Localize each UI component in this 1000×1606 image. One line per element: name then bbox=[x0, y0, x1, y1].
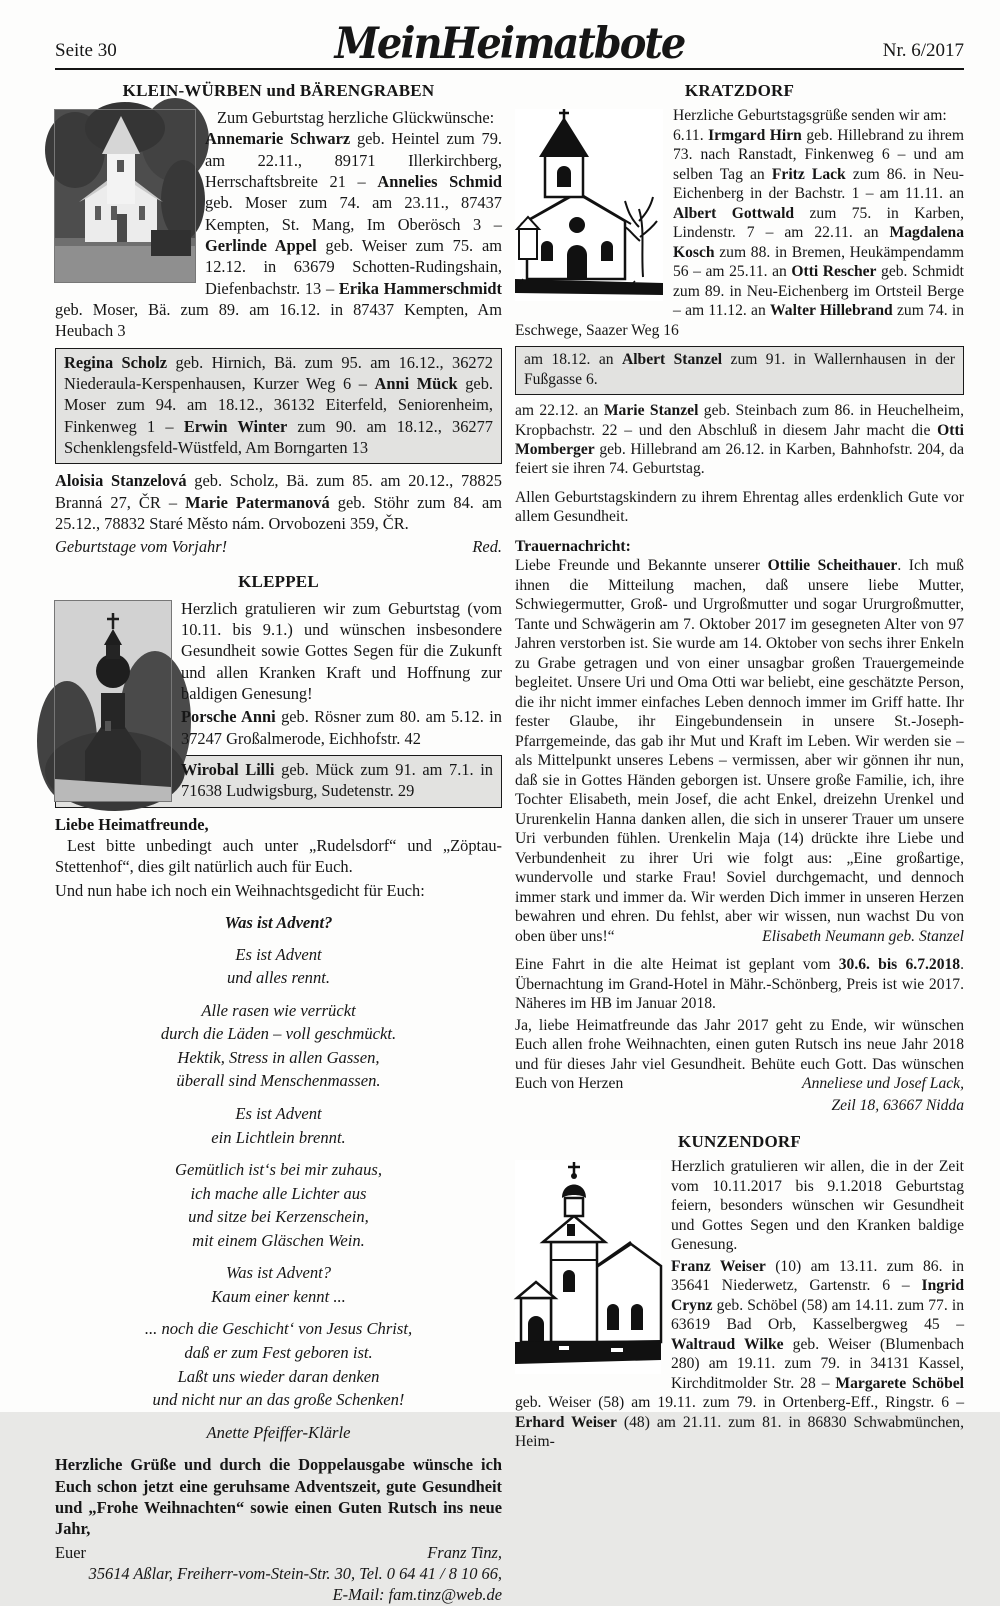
right-column bbox=[515, 78, 964, 1606]
kratzdorf-birthday-text: Herzliche Geburtstagsgrüße senden wir am: 6.11. Irmgard Hirn geb. Hillebrand zu ihrem 73. nach Ranstadt, Finkenweg 6 – und am selben Tag an Fritz Lack zum 86. in Neu-Eichenberg in der Bachstr. 1 – am 11.11. an Albert Gottwald zum 75. in Karben, Lindenstr. 7 – am 22.11. an Magdalena Kosch zum 88. in Bremen, Heukämpendamm 56 – am 25.11. an Otti Rescher geb. Schmidt zum 89. in Neu-Eichenberg im Ortsteil Berge – am 11.12. an Walter Hillebrand zum 74. in Eschwege, Saazer Weg 16 bbox=[515, 107, 965, 339]
closing-greeting-text: Herzliche Grüße und durch die Doppelausgabe wünsche ich Euch schon jetzt eine geruhsame Adventszeit, gute Gesundheit und „Frohe Weihnachten“ sowie einen Guten Rutsch ins neue Jahr, bbox=[55, 1455, 502, 1539]
lack-address: Zeil 18, 63667 Nidda bbox=[831, 1096, 964, 1114]
trip-announcement-text: Eine Fahrt in die alte Heimat ist geplant vom 30.6. bis 6.7.2018. Übernachtung im Grand-Hotel in Mähr.-Schönberg, Preis ist wie 2017. Näheres im HB im Januar 2018. bbox=[515, 956, 964, 1013]
year-end-greeting-text: Ja, liebe Heimatfreunde das Jahr 2017 geht zu Ende, wir wünschen Euch allen frohe Weihnachten, einen guten Rutsch ins neue Jahr 2018 und für dieses Jahr viel Gesundheit. Behüte euch Gott. Das wünschen Euch von Herzen Anneliese und Josef Lack, bbox=[515, 1016, 964, 1093]
poem-stanza: Es ist Advent und alles rennt. bbox=[226, 944, 331, 988]
heimatfreunde-text: Lest bitte unbedingt auch unter „Rudelsdorf“ und „Zöptau-Stettenhof“, dies gilt natürlich auch für Euch. bbox=[55, 836, 502, 877]
previous-year-note: Geburtstage vom Vorjahr! bbox=[55, 537, 228, 557]
left-column bbox=[55, 78, 502, 1606]
poem-author: Anette Pfeiffer-Klärle bbox=[206, 1422, 351, 1442]
kratzdorf-boxed-entry: am 18.12. an Albert Stanzel zum 91. in Wallernhausen in der Fußgasse 6. bbox=[515, 346, 964, 395]
closing-signer: Franz Tinz, bbox=[427, 1542, 502, 1562]
editor-signature: Red. bbox=[472, 537, 502, 557]
poem-stanza: Was ist Advent? Kaum einer kennt ... bbox=[211, 1263, 346, 1306]
kleppel-intro-text: Herzlich gratulieren wir zum Geburtstag (vom 10.11. bis 9.1.) und wünschen insbesondere Gesundheit sowie Gottes Segen für die Zukunft und allen Kranken Kraft und Hoffnung zur baldigen Genesung! bbox=[181, 598, 502, 704]
poem-title: Was ist Advent? bbox=[224, 913, 333, 933]
poem-stanza: Alle rasen wie verrückt durch die Läden – voll geschmückt. Hektik, Stress in allen Gassen, überall sind Menschenmassen. bbox=[160, 1000, 397, 1091]
church-tower-photo-graphic bbox=[55, 601, 171, 801]
issue-number: Nr. 6/2017 bbox=[882, 40, 964, 61]
klein-wuerben-church-photo bbox=[55, 110, 195, 282]
church-photo-graphic bbox=[55, 110, 195, 282]
poem-intro-line: Und nun habe ich noch ein Weihnachtsgedicht für Euch: bbox=[55, 880, 425, 900]
heimatfreunde-heading: Liebe Heimatfreunde, bbox=[55, 814, 209, 834]
page-header bbox=[55, 18, 964, 70]
kunzendorf-birthday-text: Franz Weiser (10) am 13.11. zum 86. in 35641 Niederwetz, Gartenstr. 6 – Ingrid Crynz geb. Schöbel (58) am 14.11. zum 77. in 63619 Bad Orb, Kasselbergweg 45 – Waltraud Wilke geb. Weiser (Blumenbach 280) am 19.11. zum 79. in 34131 Kassel, Kirchditmolder Str. 28 – Margarete Schöbel geb. Weiser (58) am 19.11. zum 79. in Ortenberg-Eff., Ringstr. 6 – Erhard Weiser (48) am 21.11. zum 81. in 86830 Schwabmünchen, Heim- bbox=[515, 1257, 965, 1451]
kratzdorf-wishes-text: Allen Geburtstagskindern zu ihrem Ehrentag alles erdenklich Gute vor allem Gesundheit. bbox=[515, 488, 964, 526]
church-line-drawing bbox=[515, 109, 663, 301]
page-number: Seite 30 bbox=[55, 40, 117, 61]
poem-stanza: Es ist Advent ein Lichtlein brennt. bbox=[211, 1103, 346, 1147]
section-heading-kleppel: KLEPPEL bbox=[238, 571, 319, 591]
closing-signature-line bbox=[55, 1542, 502, 1563]
kratzdorf-church-drawing bbox=[515, 109, 663, 301]
closing-email: E-Mail: fam.tinz@web.de bbox=[332, 1585, 502, 1605]
kleppel-boxed-entry: Wirobal Lilli geb. Mück zum 91. am 7.1. in 71638 Ludwigsburg, Sudetenstr. 29 bbox=[55, 755, 502, 808]
poem-stanza: Gemütlich ist‘s bei mir zuhaus, ich mache alle Lichter aus und sitze bei Kerzenschein, mit einem Gläschen Wein. bbox=[175, 1160, 382, 1250]
masthead-title: MeinHeimatbote bbox=[334, 18, 685, 69]
advent-poem bbox=[55, 911, 502, 1444]
poem-stanza: ... noch die Geschicht‘ von Jesus Christ, daß er zum Fest geboren ist. Laßt uns wieder daran denken und nicht nur an das große Schenken! bbox=[144, 1319, 413, 1410]
kleppel-church-photo bbox=[55, 601, 171, 801]
baroque-church-line-drawing bbox=[515, 1160, 661, 1374]
section-heading-kunzendorf: KUNZENDORF bbox=[678, 1131, 801, 1151]
section-heading-kratzdorf: KRATZDORF bbox=[684, 81, 795, 100]
klein-wuerben-previous-year-text: Aloisia Stanzelová geb. Scholz, Bä. zum 85. am 20.12., 78825 Branná 27, ČR – Marie Patermanová geb. Stöhr zum 84. am 25.12., 78832 Staré Město nám. Orvobozeni 359, ČR. bbox=[55, 471, 502, 533]
kunzendorf-church-drawing bbox=[515, 1160, 661, 1374]
closing-euer: Euer bbox=[55, 1542, 86, 1562]
obituary-text: Liebe Freunde und Bekannte unserer Ottilie Scheithauer. Ich muß ihnen die Mitteilung machen, daß unsere liebe Mutter, Schwiegermutter, Groß- und Urgroßmutter und sogar Ururgroßmutter, Tante und Schwägerin am 7. Oktober 2017 im gesegneten Alter von 97 Jahren verstorben ist. Sie wurde am 14. Oktober von sechs ihrer Enkeln zu Grabe getragen und von einer unsagbar großen Trauergemeinde begleitet. Unsere Uri und Oma Otti war beliebt, eine geschätzte Person, die ihr nicht immer einfaches Leben dennoch immer im Griff hatte. Ihr fester Glaube, ihr Eingebundensein in unsere St.-Joseph-Pfarrgemeinde, das gab ihr Mut und Kraft im Leben. Wir werden sie – als Mittelpunkt unseres Lebens – vermissen, aber wir gönnen ihr nun, daß sie in Gottes Händen geborgen ist. Unsere große Familie, ich, ihre Tochter Elisabeth, mein Josef, die acht Enkel, dreizehn Urenkel und Ururenkelin Hanna danken allen, die sich in unserer Trauer um unsere Uri verbunden fühlen. Urenkelin Maja (14) drückte ihre Liebe und Verbundenheit zu ihrer Uri wie folgt aus: „Eine großartige, wundervolle und starke Frau! Soviel durchgemacht, und dennoch immer stark und immer da. Wir werden Dich immer in unseren Herzen bewahren und ehren. Du fehlst, aber wir wissen, nun wachst Du von oben über uns!“ Elisabeth Neumann geb. Stanzel bbox=[515, 557, 964, 945]
obituary-heading: Trauernachricht: bbox=[515, 537, 631, 555]
previous-year-note-line bbox=[55, 536, 502, 557]
klein-wuerben-birthday-text: Zum Geburtstag herzliche Glückwünsche: Annemarie Schwarz geb. Heintel zum 79. am 22.11., 89171 Illerkirchberg, Herrschaftsbreite 21 – Annelies Schmid geb. Moser zum 74. am 23.11., 87437 Kempten, St. Mang, Im Oberösch 3 – Gerlinde Appel geb. Weiser zum 75. am 12.12. in 63679 Schotten-Rudingshain, Diefenbachstr. 13 – Erika Hammerschmidt geb. Moser, Bä. zum 89. am 16.12. in 87437 Kempten, Am Heubach 3 bbox=[55, 108, 503, 341]
klein-wuerben-boxed-entry: Regina Scholz geb. Hirnich, Bä. zum 95. am 16.12., 36272 Niederaula-Kerspenhausen, Kurzer Weg 6 – Anni Mück geb. Moser zum 94. am 18.12., 36132 Eiterfeld, Seniorenheim, Finkenweg 1 – Erwin Winter zum 90. am 18.12., 36277 Schenklengsfeld-Wüstfeld, Am Borngarten 13 bbox=[55, 348, 502, 465]
kratzdorf-december-text: am 22.12. an Marie Stanzel geb. Steinbach zum 86. in Heuchelheim, Kropbachstr. 22 – und den Abschluß in diesem Jahr macht die Otti Momberger geb. Hillebrand am 26.12. in Karben, Bahnhofstr. 204, da feiert sie ihren 74. Geburtstag. bbox=[515, 402, 964, 478]
closing-address: 35614 Aßlar, Freiherr-vom-Stein-Str. 30, Tel. 0 64 41 / 8 10 66, bbox=[88, 1563, 502, 1583]
kleppel-birthday-text: Porsche Anni geb. Rösner zum 80. am 5.12. in 37247 Großalmerode, Eichhofstr. 42 bbox=[181, 707, 502, 748]
kunzendorf-intro-text: Herzlich gratulieren wir allen, die in der Zeit vom 10.11.2017 bis 9.1.2018 Geburtstag feiern, besonders wünschen wir Gesundheit und Gottes Segen und den Kranken baldige Genesung. bbox=[671, 1158, 964, 1254]
section-heading-klein-wuerben: KLEIN-WÜRBEN und BÄRENGRABEN bbox=[122, 81, 435, 100]
